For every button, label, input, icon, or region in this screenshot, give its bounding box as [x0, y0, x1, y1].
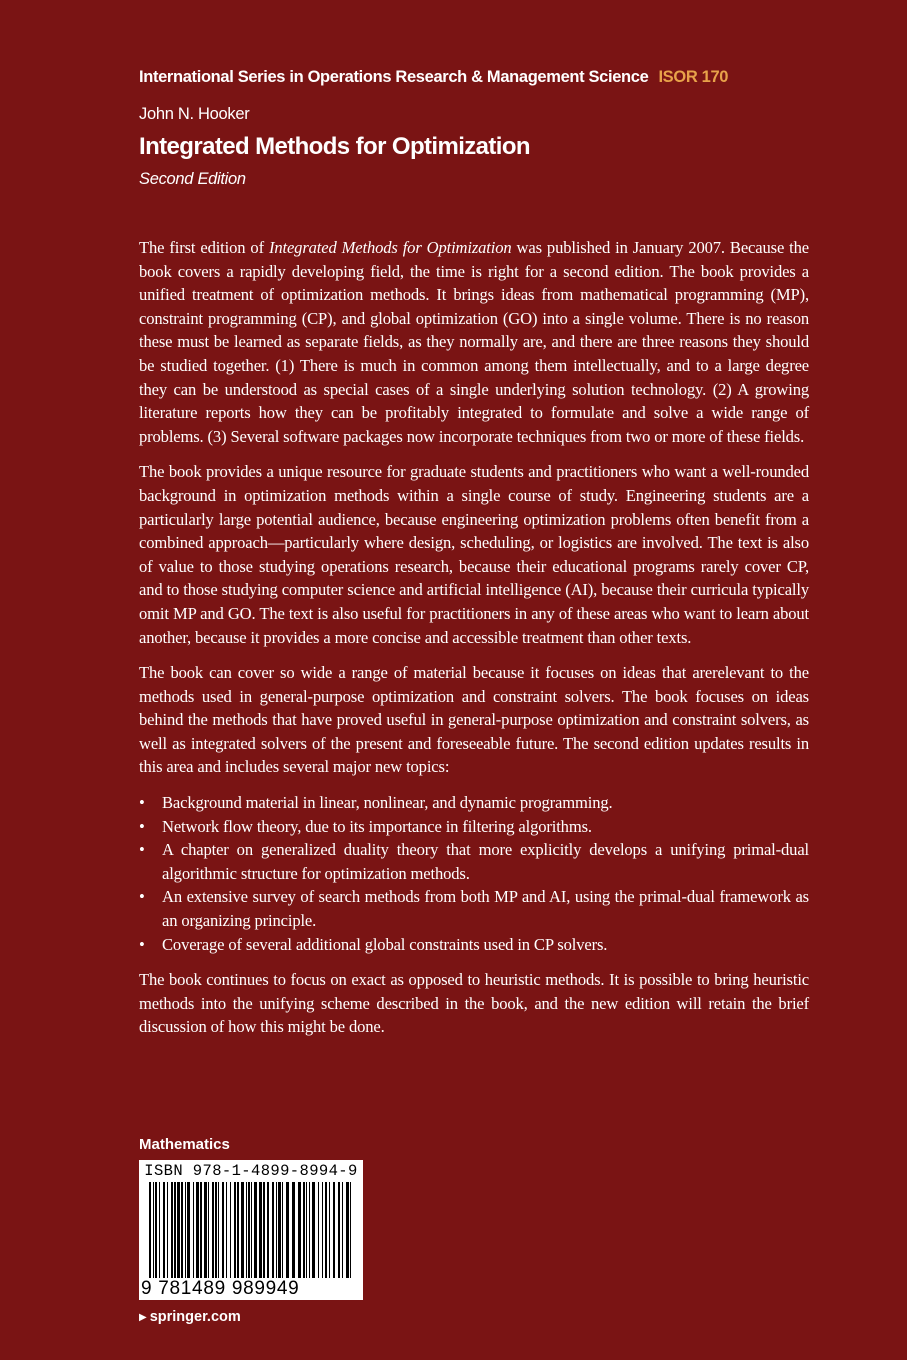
barcode-bar: [171, 1182, 173, 1278]
bullet-icon: •: [139, 816, 145, 836]
barcode-bar: [346, 1182, 349, 1278]
barcode-bar: [208, 1182, 209, 1278]
barcode-bar: [286, 1182, 289, 1278]
blurb-paragraph-4: The book continues to focus on exact as opposed to heuristic methods. It is possible to bring heuristic methods into the unifying scheme described in the book, and the new edition will retain the brief discussion of how this might be done.: [139, 970, 809, 1037]
barcode-bar: [215, 1182, 217, 1278]
barcode-bar: [303, 1182, 305, 1278]
barcode-bar: [322, 1182, 323, 1278]
series-title: [139, 68, 759, 87]
isbn-label: ISBN 978-1-4899-8994-9: [144, 1162, 358, 1180]
bullet-icon: •: [139, 934, 145, 954]
blurb-paragraph-1: The first edition of Integrated Methods for Optimization was published in January 2007. Because the book covers a rapidly developing field, the time is right for a second edition. The book provides a unified treatment of optimization methods. It brings ideas from mathematical programming (MP), constraint programming (CP), and global optimization (GO) into a single volume. There is no reason these must be learned as separate fields, as they normally are, and there are three reasons they should be studied together. (1) There is much in common among them intellectually, and to a large degree they can be understood as special cases of a single underlying solution technology. (2) A growing literature reports how they can be profitably integrated to formulate and solve a wide range of problems. (3) Several software packages now incorporate techniques from two or more of these fields.: [139, 238, 809, 446]
barcode-bar: [200, 1182, 202, 1278]
list-item: • A chapter on generalized duality theory that more explicitly develops a unifying primal-dual algorithmic structure for optimization methods.: [139, 840, 809, 883]
barcode-bar: [187, 1182, 190, 1278]
blurb-paragraph-2: The book provides a unique resource for graduate students and practitioners who want a well-rounded background in optimization methods within a single course of study. Engineering students are a particularly large potential audience, because engineering optimization problems often benefit from a combined approach—particularly where design, scheduling, or logistics are involved. The text is also of value to those studying operations research, because their educational programs rarely cover CP, and to those studying computer science and artificial intelligence (AI), because their curricula typically omit MP and GO. The text is also useful for practitioners in any of these areas who want to learn about another, because it provides a more concise and accessible treatment than other texts.: [139, 462, 809, 647]
barcode-bar: [218, 1182, 219, 1278]
barcode-bar: [254, 1182, 257, 1278]
barcode-bar: [272, 1182, 274, 1278]
publisher-url: springer.com: [149, 1309, 241, 1325]
barcode-bar: [259, 1182, 262, 1278]
barcode-bar: [174, 1182, 176, 1278]
barcode-bar: [167, 1182, 168, 1278]
list-item: • An extensive survey of search methods from both MP and AI, using the primal-dual framework as an organizing principle.: [139, 887, 809, 931]
barcode-bar: [350, 1182, 351, 1278]
barcode-bar: [246, 1182, 247, 1278]
barcode-bar: [263, 1182, 265, 1278]
barcode-bar: [226, 1182, 227, 1278]
barcode-bar: [153, 1182, 154, 1278]
book-title: Integrated Methods for Optimization: [139, 133, 530, 160]
blurb-paragraph-3: The book can cover so wide a range of material because it focuses on ideas that arerelevant to the methods used in general-purpose optimization and constraint solvers. The book focuses on ideas behind the methods that have proved useful in general-purpose optimization and constraint solvers, as well as integrated solvers of the present and foreseeable future. The second edition updates results in this area and includes several major new topics:: [139, 663, 809, 777]
arrow-right-icon: ▶: [139, 1312, 147, 1323]
barcode-bar: [204, 1182, 207, 1278]
barcode-bar: [196, 1182, 199, 1278]
barcode-bar: [312, 1182, 315, 1278]
barcode-bar: [282, 1182, 283, 1278]
blurb: [139, 236, 809, 1051]
barcode-bar: [149, 1182, 151, 1278]
subject-category: Mathematics: [139, 1136, 230, 1153]
barcode-bar: [338, 1182, 340, 1278]
barcode-bars: [149, 1182, 353, 1278]
barcode-bar: [181, 1182, 183, 1278]
barcode-bar: [163, 1182, 165, 1278]
barcode-bar: [333, 1182, 335, 1278]
barcode-bar: [230, 1182, 231, 1278]
barcode-bar: [241, 1182, 244, 1278]
barcode-bar: [309, 1182, 310, 1278]
barcode-bar: [159, 1182, 160, 1278]
barcode-bar: [155, 1182, 157, 1278]
barcode-bar: [278, 1182, 281, 1278]
barcode-bar: [267, 1182, 269, 1278]
book-edition: Second Edition: [139, 170, 246, 188]
author-name: John N. Hooker: [139, 105, 250, 123]
bullet-icon: •: [139, 887, 145, 907]
barcode-bar: [276, 1182, 277, 1278]
list-item: • Network flow theory, due to its importance in filtering algorithms.: [139, 815, 809, 839]
barcode-bar: [342, 1182, 343, 1278]
barcode-bar: [248, 1182, 250, 1278]
barcode-bar: [325, 1182, 327, 1278]
barcode-bar: [251, 1182, 252, 1278]
isbn-digits: 9 781489 989949: [141, 1278, 300, 1299]
barcode-bar: [292, 1182, 295, 1278]
barcode-bar: [193, 1182, 194, 1278]
isbn-barcode: [139, 1160, 363, 1300]
barcode-bar: [177, 1182, 180, 1278]
book-title-inline: Integrated Methods for Optimization: [268, 238, 512, 257]
list-item: • Coverage of several additional global constraints used in CP solvers.: [139, 933, 809, 957]
publisher-link[interactable]: [139, 1309, 241, 1325]
series-number: ISOR 170: [658, 68, 729, 86]
list-item: • Background material in linear, nonlinear, and dynamic programming.: [139, 791, 809, 815]
barcode-bar: [234, 1182, 236, 1278]
barcode-bar: [306, 1182, 307, 1278]
barcode-bar: [329, 1182, 330, 1278]
bullet-icon: •: [139, 793, 145, 813]
barcode-bar: [185, 1182, 186, 1278]
barcode-bar: [212, 1182, 214, 1278]
series-name: International Series in Operations Research & Management Science: [139, 68, 649, 86]
bullet-icon: •: [139, 840, 145, 860]
barcode-bar: [298, 1182, 301, 1278]
barcode-bar: [222, 1182, 224, 1278]
barcode-bar: [318, 1182, 319, 1278]
barcode-bar: [237, 1182, 239, 1278]
topics-list: [139, 791, 809, 956]
